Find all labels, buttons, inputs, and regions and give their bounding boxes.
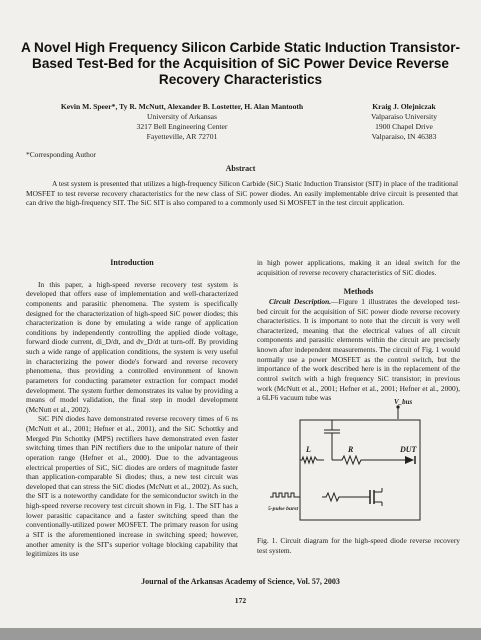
author-names: Kraig J. Olejniczak: [372, 102, 436, 111]
bottom-scan-edge: [0, 628, 481, 640]
author-city: Fayetteville, AR 72701: [146, 132, 218, 141]
pulse-burst-waveform: [270, 493, 300, 497]
circuit-diagram: [262, 398, 458, 532]
methods-paragraph: [257, 297, 460, 403]
diode-triangle: [405, 456, 414, 464]
author-block-valparaiso: [352, 102, 456, 142]
inductor-label: L: [306, 445, 311, 454]
vbus-label: V_bus: [394, 398, 413, 406]
author-affiliation: Valparaiso University: [370, 112, 437, 121]
methods-body: —Figure 1 illustrates the developed test-bed circuit for the acquisition of SiC power diode reverse recovery characteristics. It is important to note that the circuit is very well characterized, meaning that the electrical values of all circuit components and parasitic elements within the circuit are precisely known after independent measurements. The circuit of Fig. 1 would normally use a power MOSFET as the control switch, but the importance of the work described here is in the replacement of the control switch with a high frequency SiC transistor; in previous work (McNutt et al., 2001; Hefner et al., 2001; Hefner et al., 2000), a 6LF6 vacuum tube was: [257, 296, 460, 403]
author-street: 1900 Chapel Drive: [375, 122, 433, 131]
methods-heading: Methods: [343, 287, 374, 297]
introduction-heading: Introduction: [110, 258, 154, 267]
resistor-R: [332, 456, 380, 464]
author-block-arkansas: [44, 102, 320, 142]
page-number: 172: [234, 596, 247, 605]
circuit-description-lead: Circuit Description.: [269, 296, 332, 306]
pulse-burst-label: 5-pulse burst: [268, 506, 298, 512]
figure-caption: Fig. 1. Circuit diagram for the high-speed diode reverse recovery test system.: [257, 536, 460, 555]
author-affiliation: University of Arkansas: [146, 112, 218, 121]
author-street: 3217 Bell Engineering Center: [136, 122, 228, 131]
dut-label: DUT: [400, 445, 417, 454]
abstract-text: A test system is presented that utilizes a high-frequency Silicon Carbide (SiC) Static Induction Transistor (SIT) in place of the traditional MOSFET to test reverse recovery characteristics for the new class of SiC power diodes. An easily implementable drive circuit is presented that can drive the high-frequency SIT. The SiC SIT is also compared to a commonly used Si MOSFET in the test circuit application.: [26, 179, 458, 208]
circuit-loop: [300, 420, 420, 520]
resistor-label: R: [348, 445, 354, 454]
inductor-L: [300, 457, 324, 463]
right-paragraph-continued: in high power applications, making it an ideal switch for the acquisition of reverse recovery characteristics of SiC diodes.: [257, 258, 460, 277]
corresponding-author-note: *Corresponding Author: [26, 150, 97, 159]
author-city: Valparaiso, IN 46383: [371, 132, 437, 141]
abstract-heading: Abstract: [225, 164, 256, 173]
paper-title: A Novel High Frequency Silicon Carbide Static Induction Transistor-Based Test-Bed for the Acquisition of SiC Power Device Reverse Recovery Characteristics: [20, 40, 461, 87]
left-column: [26, 258, 238, 559]
journal-footer: Journal of the Arkansas Academy of Science, Vol. 57, 2003: [141, 577, 340, 586]
gate-resistor: [322, 493, 370, 501]
author-names: Kevin M. Speer*, Ty R. McNutt, Alexander B. Lostetter, H. Alan Mantooth: [60, 102, 304, 111]
intro-paragraph-1: In this paper, a high-speed reverse recovery test system is developed that offers ease of implementation and well-characterized components and parasitic phenomena. The system is specifically designed for the characterization of high-speed SiC power diodes; this characterization is done by emulating a wide range of application conditions by independently controlling the applied diode voltage, forward diode current, di_D/dt, and dv_D/dt at turn-off. By providing such a wide range of application conditions, the system is very useful in characterizing the power diode's forward and reverse recovery phenomena, thus providing a controlled environment of known parameters for conducting parameter extraction for compact model development. The system further demonstrates its value by providing a means of model validation, the final step in model development (McNutt et al., 2002).: [26, 279, 238, 414]
intro-paragraph-2: SiC PiN diodes have demonstrated reverse recovery times of 6 ns (McNutt et al., 2001; Hefner et al., 2001), and the SiC Schottky and Merged Pin Schottky (MPS) rectifiers have demonstrated even faster switching times than PiN rectifiers due to the unipolar nature of their operation range (Hefner et al., 2000). Due to the advantageous electrical properties of SiC, SiC diodes are orders of magnitude faster than application-comparable Si diodes; thus, a new test circuit was developed that can stress the SiC diodes (McNutt et al., 2002). As such, the SIT is a noteworthy candidate for the semiconductor switch in the high-speed reverse recovery test circuit shown in Fig. 1. The SIT has a lower parasitic capacitance and a faster switching speed than the conventionally-utilized power MOSFET. The primary reason for using a SIT is the aforementioned increase in switching speed; however, another amenity is the SIT's superior voltage blocking capability that legitimizes its use: [26, 414, 238, 559]
right-column: [257, 258, 460, 403]
